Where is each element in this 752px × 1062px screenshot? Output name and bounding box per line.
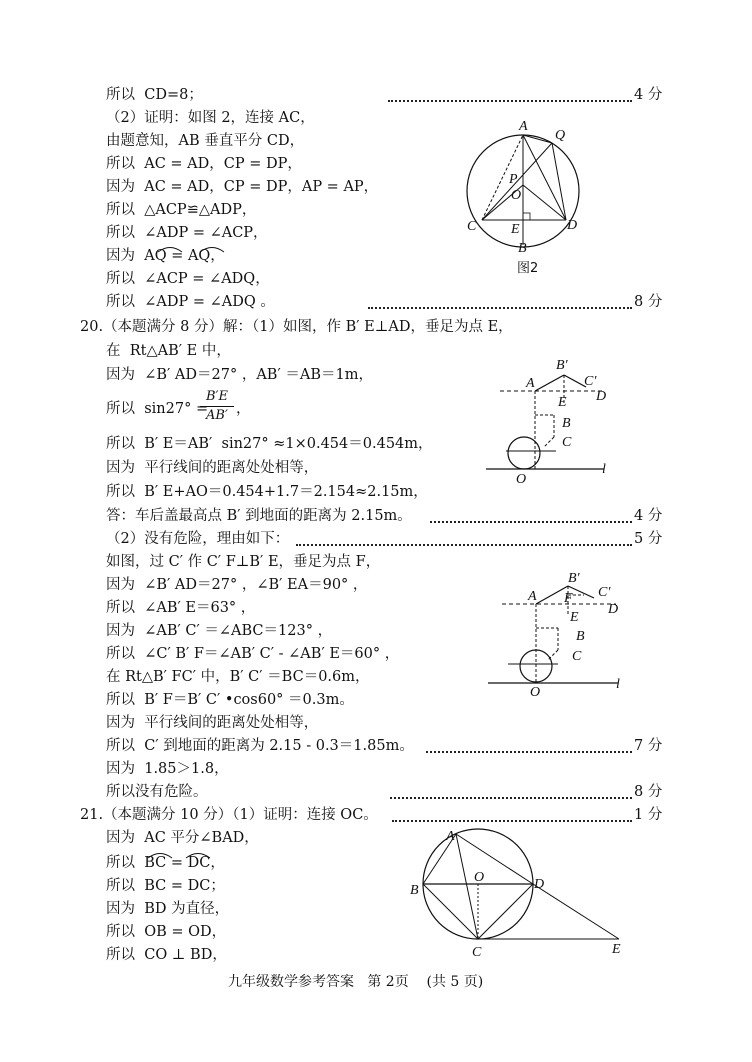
figure-caption: 图2 bbox=[517, 261, 539, 276]
label-Q: Q bbox=[555, 128, 566, 143]
label-D: D bbox=[596, 389, 607, 404]
text-line: 所以 ∠ADP = ∠ADQ 。 bbox=[106, 294, 275, 310]
text-line: 所以没有危险。 bbox=[106, 784, 208, 800]
car-figure-1 bbox=[480, 355, 620, 490]
text-line: 因为 平行线间的距离处处相等， bbox=[106, 460, 319, 476]
label-O: O bbox=[474, 870, 485, 885]
arc-marks bbox=[148, 849, 228, 859]
page-footer: 九年级数学参考答案 第 2页 (共 5 页) bbox=[228, 974, 484, 990]
text-line: 所以 C′ 到地面的距离为 2.15 - 0.3＝1.85m。 bbox=[106, 738, 414, 754]
text-line: 所以 B′ E＝AB′ sin27° ≈1×0.454＝0.454m， bbox=[106, 436, 433, 452]
label-C-prime: C′ bbox=[598, 585, 611, 600]
label-B-prime: B′ bbox=[568, 571, 580, 586]
fraction bbox=[200, 388, 234, 425]
text-line: 所以 CO ⊥ BD， bbox=[106, 947, 227, 963]
text-line: 所以 OB = OD， bbox=[106, 924, 227, 940]
text-line-arc: 所以 BC = DC， bbox=[106, 855, 225, 871]
label-B: B bbox=[562, 416, 571, 431]
text-line: 在 Rt△AB′ E 中， bbox=[106, 343, 231, 359]
dotted-leader bbox=[390, 775, 632, 799]
arc-marks bbox=[156, 243, 236, 253]
label-A: A bbox=[519, 119, 528, 134]
text-line: 所以 sin27° = bbox=[106, 401, 209, 417]
dotted-leader bbox=[296, 522, 632, 546]
label-C-prime: C′ bbox=[584, 374, 597, 389]
score-label: 7 分 bbox=[634, 738, 663, 754]
text-line: 因为 ∠B′ AD＝27° ，AB′ ＝AB＝1m， bbox=[106, 367, 373, 383]
text-line: （2）没有危险，理由如下： bbox=[106, 531, 290, 547]
text-line: 答：车后盖最高点 B′ 到地面的距离为 2.15m。 bbox=[106, 508, 412, 524]
figure-21-circle bbox=[404, 826, 634, 966]
label-C: C bbox=[467, 219, 477, 234]
label-P: P bbox=[509, 172, 518, 187]
label-B: B bbox=[518, 241, 527, 256]
text-line: 所以 AC = AD，CP = DP， bbox=[106, 156, 302, 172]
label-D: D bbox=[608, 602, 619, 617]
text-line: 如图，过 C′ 作 C′ F⊥B′ E，垂足为点 F， bbox=[106, 554, 381, 570]
label-E: E bbox=[570, 610, 579, 625]
text-line: 所以 B′ E+AO＝0.454+1.7＝2.154≈2.15m， bbox=[106, 484, 428, 500]
label-O: O bbox=[511, 188, 522, 203]
text-line: 所以 ∠AB′ E＝63° ， bbox=[106, 600, 256, 616]
dotted-leader bbox=[392, 798, 632, 822]
label-E: E bbox=[612, 942, 621, 957]
question-20-header: 20.（本题满分 8 分）解：（1）如图，作 B′ E⊥AD，垂足为点 E， bbox=[80, 319, 513, 335]
text-line: 所以 BC = DC； bbox=[106, 878, 225, 894]
fraction-numerator: B′E bbox=[200, 388, 234, 407]
text-line: 因为 平行线间的距离处处相等， bbox=[106, 715, 319, 731]
score-label: 8 分 bbox=[634, 294, 663, 310]
label-D: D bbox=[567, 218, 578, 233]
label-O: O bbox=[516, 472, 527, 487]
label-E: E bbox=[558, 395, 567, 410]
text-line: 因为 BD 为直径， bbox=[106, 901, 230, 917]
dotted-leader bbox=[388, 78, 632, 102]
label-B: B bbox=[576, 629, 585, 644]
score-label: 4 分 bbox=[634, 508, 663, 524]
text-line: 因为 AC = AD，CP = DP，AP = AP， bbox=[106, 179, 379, 195]
label-D: D bbox=[534, 877, 545, 892]
label-B-prime: B′ bbox=[556, 358, 568, 373]
car-figure-2 bbox=[484, 568, 624, 703]
text-line: 所以 B′ F＝B′ C′ •cos60° ＝0.3m。 bbox=[106, 692, 354, 708]
label-B: B bbox=[410, 883, 419, 898]
text-line: 因为 1.85＞1.8， bbox=[106, 761, 229, 777]
text-line: （2）证明：如图 2，连接 AC， bbox=[106, 110, 315, 126]
text-line: 因为 ∠AB′ C′ ＝∠ABC＝123° ， bbox=[106, 623, 333, 639]
label-C: C bbox=[472, 945, 482, 960]
text-line: 因为 AC 平分∠BAD， bbox=[106, 830, 259, 846]
label-l: l bbox=[616, 677, 620, 692]
dotted-leader bbox=[368, 285, 632, 309]
score-label: 1 分 bbox=[634, 807, 663, 823]
text-line: ， bbox=[236, 401, 251, 417]
text-line: 所以 ∠ACP = ∠ADQ， bbox=[106, 271, 270, 287]
text-line: 在 Rt△B′ FC′ 中，B′ C′ ＝BC＝0.6m， bbox=[106, 669, 370, 685]
label-E: E bbox=[511, 222, 520, 237]
question-21-header: 21.（本题满分 10 分）（1）证明：连接 OC。 bbox=[80, 807, 378, 823]
text-line: 所以 ∠C′ B′ F＝∠AB′ C′ - ∠AB′ E＝60° ， bbox=[106, 646, 400, 662]
figure-2-circle bbox=[455, 115, 595, 280]
score-label: 4 分 bbox=[634, 87, 663, 103]
label-A: A bbox=[528, 589, 537, 604]
text-line: 由题意知，AB 垂直平分 CD， bbox=[106, 133, 305, 149]
dotted-leader bbox=[426, 729, 632, 753]
text-line: 所以 △ACP≌△ADP， bbox=[106, 202, 257, 218]
score-label: 5 分 bbox=[634, 531, 663, 547]
label-A: A bbox=[446, 829, 455, 844]
text-line-arc: 因为 AQ = AQ， bbox=[106, 248, 225, 264]
fraction-denominator: AB′ bbox=[206, 408, 228, 423]
label-F: F bbox=[564, 591, 573, 606]
label-C: C bbox=[572, 649, 582, 664]
label-l: l bbox=[602, 462, 606, 477]
text-line: 所以 ∠ADP = ∠ACP， bbox=[106, 225, 268, 241]
label-O: O bbox=[530, 685, 541, 700]
dotted-leader bbox=[430, 499, 632, 523]
text-line: 所以 CD=8； bbox=[106, 87, 203, 103]
label-A: A bbox=[526, 376, 535, 391]
score-label: 8 分 bbox=[634, 784, 663, 800]
text-line: 因为 ∠B′ AD＝27° ，∠B′ EA＝90° ， bbox=[106, 577, 368, 593]
label-C: C bbox=[562, 435, 572, 450]
